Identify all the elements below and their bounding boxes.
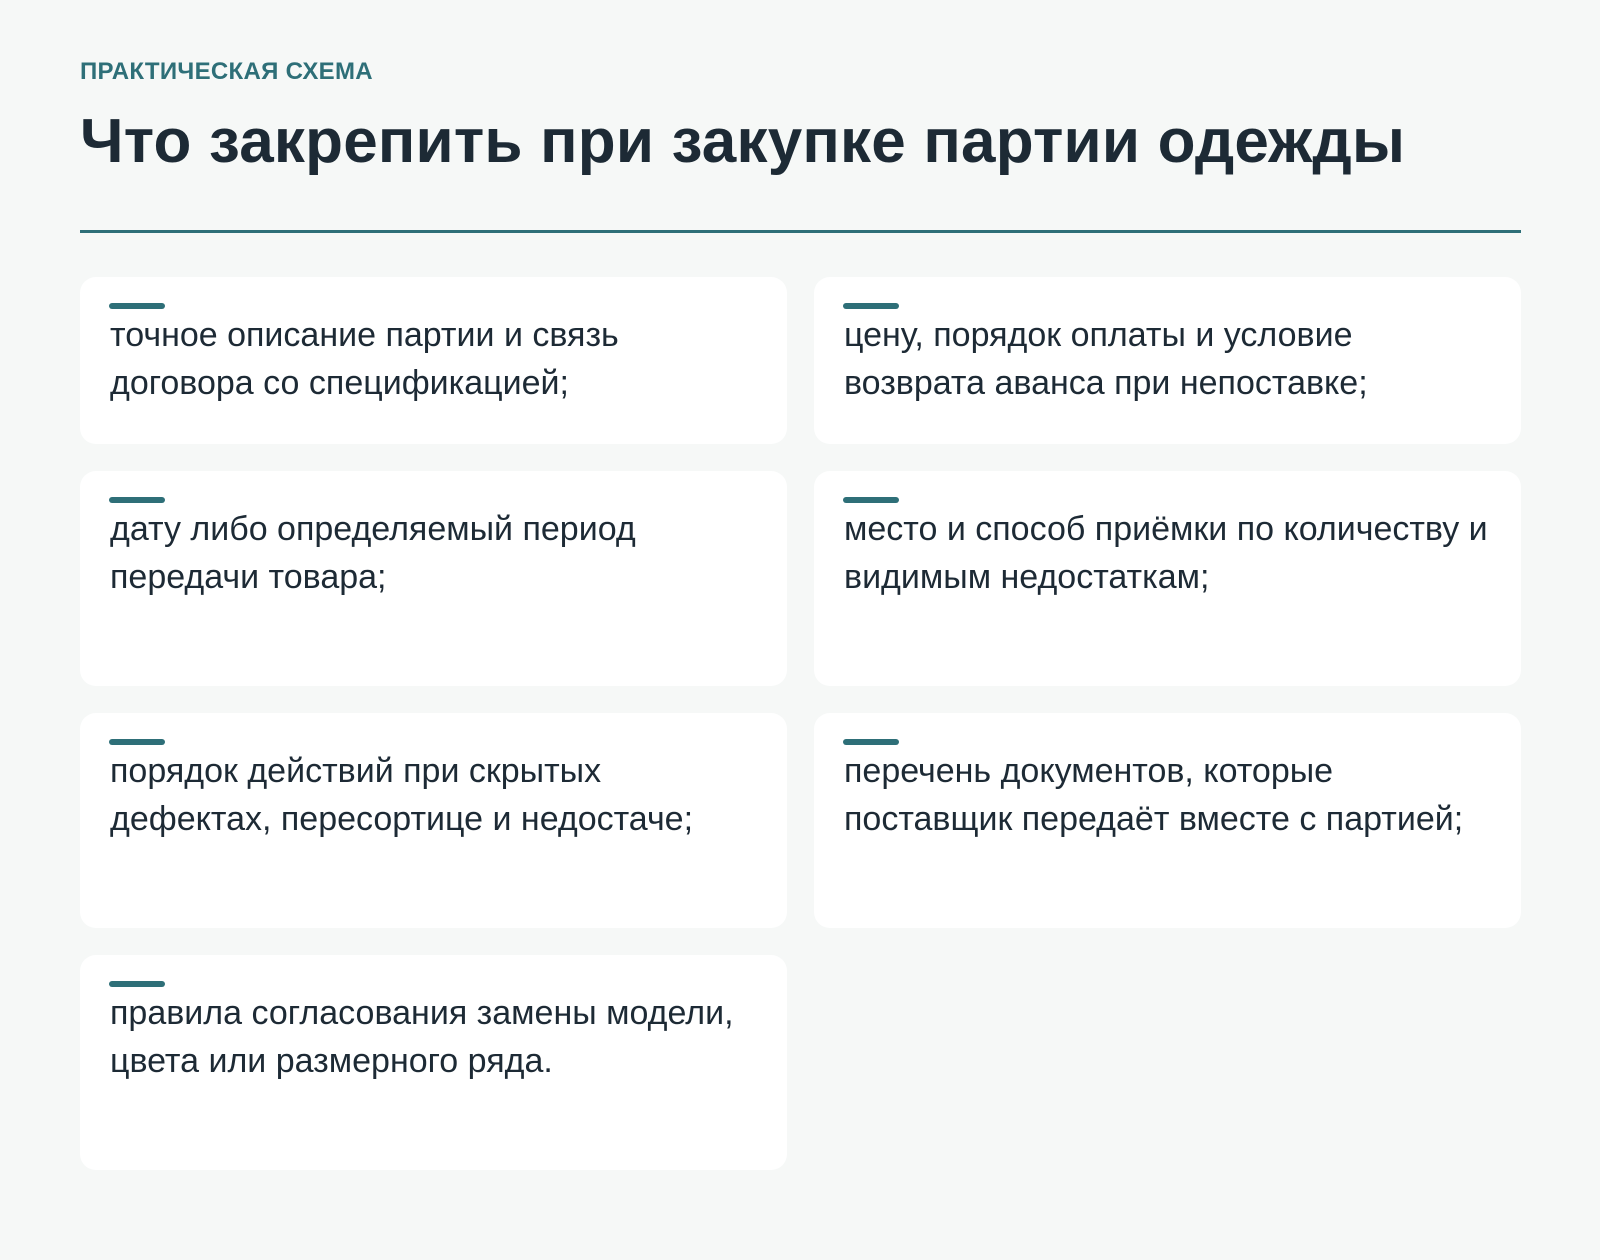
card-accent-bar (109, 739, 165, 745)
card-accent-bar (843, 739, 899, 745)
checklist-card (814, 713, 1521, 928)
card-text: место и способ приёмки по количеству и видимым недостаткам; (844, 510, 1488, 596)
card-text: точное описание партии и связь договора со спецификацией; (110, 316, 619, 402)
card-accent-bar (109, 303, 165, 309)
card-text: перечень документов, которые поставщик передаёт вместе с партией; (844, 752, 1464, 838)
card-accent-bar (109, 981, 165, 987)
card-accent-bar (843, 497, 899, 503)
card-accent-bar (109, 497, 165, 503)
checklist-card (80, 955, 787, 1170)
card-text: правила согласования замены модели, цвета или размерного ряда. (110, 994, 734, 1080)
card-text: порядок действий при скрытых дефектах, пересортице и недостаче; (110, 752, 694, 838)
checklist-card (80, 713, 787, 928)
card-text: дату либо определяемый период передачи товара; (110, 510, 636, 596)
checklist-grid (80, 277, 1521, 1170)
checklist-card (814, 277, 1521, 444)
card-accent-bar (843, 303, 899, 309)
card-text: цену, порядок оплаты и условие возврата аванса при непоставке; (844, 316, 1368, 402)
checklist-card (80, 471, 787, 686)
checklist-card (80, 277, 787, 444)
page-title: Что закрепить при закупке партии одежды (80, 107, 1406, 176)
checklist-card (814, 471, 1521, 686)
eyebrow-label: ПРАКТИЧЕСКАЯ СХЕМА (80, 58, 373, 85)
header-divider (80, 230, 1521, 233)
